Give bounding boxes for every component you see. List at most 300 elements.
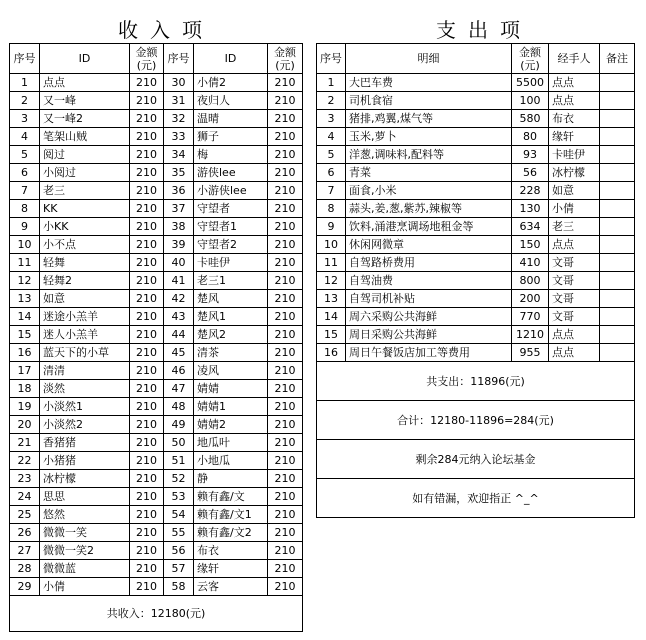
income-title: 收入项 (118, 18, 214, 42)
income-no: 22 (10, 452, 40, 470)
income-no: 10 (10, 236, 40, 254)
income-row (10, 524, 303, 542)
income-id: 微微蓝 (40, 560, 130, 578)
income-row (10, 326, 303, 344)
income-id: 蓝天下的小草 (40, 344, 130, 362)
expense-detail: 蒜头,姜,葱,紫苏,辣椒等 (346, 200, 512, 218)
income-id: 小游侠lee (194, 182, 268, 200)
expense-no: 4 (317, 128, 346, 146)
expense-handler: 缘轩 (549, 128, 600, 146)
income-id: 婧婧1 (194, 398, 268, 416)
income-no: 7 (10, 182, 40, 200)
expense-closing-row (317, 479, 635, 518)
income-id: 云客 (194, 578, 268, 596)
income-row (10, 146, 303, 164)
expense-note (600, 200, 635, 218)
expense-col-detail: 明细 (346, 44, 512, 74)
income-amount: 210 (130, 524, 164, 542)
income-no: 34 (164, 146, 194, 164)
income-amount: 210 (268, 362, 303, 380)
expense-row (317, 146, 635, 164)
income-no: 42 (164, 290, 194, 308)
expense-row (317, 182, 635, 200)
income-id: 微微一笑2 (40, 542, 130, 560)
income-no: 28 (10, 560, 40, 578)
income-row (10, 74, 303, 92)
income-row (10, 452, 303, 470)
expense-note (600, 218, 635, 236)
income-amount: 210 (130, 326, 164, 344)
income-no: 20 (10, 416, 40, 434)
income-row (10, 290, 303, 308)
income-no: 44 (164, 326, 194, 344)
income-row (10, 254, 303, 272)
expense-remain: 剩余284元纳入论坛基金 (317, 440, 635, 479)
expense-handler: 卡哇伊 (549, 146, 600, 164)
income-amount: 210 (268, 128, 303, 146)
income-id: 夜归人 (194, 92, 268, 110)
income-amount: 210 (130, 470, 164, 488)
income-amount: 210 (268, 74, 303, 92)
income-amount: 210 (268, 488, 303, 506)
income-row (10, 164, 303, 182)
expense-detail: 自驾司机补贴 (346, 290, 512, 308)
expense-header-row (317, 44, 635, 74)
income-no: 50 (164, 434, 194, 452)
income-col-amount: 金额 (元) (130, 44, 164, 74)
income-amount: 210 (130, 578, 164, 596)
expense-handler: 小倩 (549, 200, 600, 218)
income-row (10, 578, 303, 596)
income-no: 11 (10, 254, 40, 272)
expense-col-amount: 金额 (元) (512, 44, 549, 74)
income-amount: 210 (130, 218, 164, 236)
expense-handler: 点点 (549, 74, 600, 92)
expense-handler: 布衣 (549, 110, 600, 128)
income-no: 12 (10, 272, 40, 290)
income-id: 笔架山贼 (40, 128, 130, 146)
expense-amount: 93 (512, 146, 549, 164)
income-amount: 210 (130, 308, 164, 326)
income-no: 9 (10, 218, 40, 236)
expense-detail: 洋葱,调味料,配料等 (346, 146, 512, 164)
income-id: 温晴 (194, 110, 268, 128)
expense-handler: 老三 (549, 218, 600, 236)
expense-row (317, 254, 635, 272)
income-no: 54 (164, 506, 194, 524)
income-row (10, 218, 303, 236)
income-amount: 210 (268, 326, 303, 344)
expense-detail: 自驾油费 (346, 272, 512, 290)
expense-note (600, 128, 635, 146)
income-no: 32 (164, 110, 194, 128)
income-id: KK (40, 200, 130, 218)
income-id: 小淡然2 (40, 416, 130, 434)
income-amount: 210 (268, 416, 303, 434)
income-row (10, 542, 303, 560)
income-no: 38 (164, 218, 194, 236)
income-id: 微微一笑 (40, 524, 130, 542)
income-id: 如意 (40, 290, 130, 308)
income-total-row (10, 596, 303, 632)
expense-detail: 休闲网微章 (346, 236, 512, 254)
income-id: 冰柠檬 (40, 470, 130, 488)
income-row (10, 110, 303, 128)
income-no: 31 (164, 92, 194, 110)
expense-title: 支出项 (436, 18, 532, 42)
expense-no: 6 (317, 164, 346, 182)
expense-no: 16 (317, 344, 346, 362)
income-amount: 210 (130, 182, 164, 200)
income-id: 游侠lee (194, 164, 268, 182)
expense-note (600, 344, 635, 362)
expense-detail: 周日采购公共海鲜 (346, 326, 512, 344)
income-no: 39 (164, 236, 194, 254)
income-id: 狮子 (194, 128, 268, 146)
expense-note (600, 272, 635, 290)
income-id: 布衣 (194, 542, 268, 560)
income-row (10, 560, 303, 578)
income-amount: 210 (130, 344, 164, 362)
expense-handler: 点点 (549, 92, 600, 110)
income-id: 小倩 (40, 578, 130, 596)
income-id: 静 (194, 470, 268, 488)
expense-detail: 司机食宿 (346, 92, 512, 110)
income-no: 58 (164, 578, 194, 596)
income-no: 2 (10, 92, 40, 110)
expense-row (317, 200, 635, 218)
income-id: 老三1 (194, 272, 268, 290)
income-amount: 210 (130, 488, 164, 506)
expense-amount: 800 (512, 272, 549, 290)
income-total: 共收入：12180(元) (10, 596, 303, 632)
income-no: 49 (164, 416, 194, 434)
expense-detail: 周六采购公共海鲜 (346, 308, 512, 326)
income-no: 17 (10, 362, 40, 380)
expense-amount: 100 (512, 92, 549, 110)
income-no: 45 (164, 344, 194, 362)
income-id: 小倩2 (194, 74, 268, 92)
income-amount: 210 (268, 290, 303, 308)
income-id: 赖有鑫/文 (194, 488, 268, 506)
income-table (9, 43, 303, 632)
expense-col-handler: 经手人 (549, 44, 600, 74)
expense-table (316, 43, 635, 518)
income-no: 37 (164, 200, 194, 218)
income-id: 老三 (40, 182, 130, 200)
income-id: 又一峰 (40, 92, 130, 110)
income-row (10, 416, 303, 434)
income-no: 16 (10, 344, 40, 362)
expense-note (600, 110, 635, 128)
expense-note (600, 164, 635, 182)
income-id: 悠然 (40, 506, 130, 524)
income-id: 清茶 (194, 344, 268, 362)
income-no: 35 (164, 164, 194, 182)
income-amount: 210 (130, 560, 164, 578)
income-no: 43 (164, 308, 194, 326)
expense-no: 10 (317, 236, 346, 254)
income-id: 守望者2 (194, 236, 268, 254)
income-amount: 210 (130, 200, 164, 218)
income-no: 46 (164, 362, 194, 380)
expense-amount: 955 (512, 344, 549, 362)
income-no: 15 (10, 326, 40, 344)
expense-handler: 文哥 (549, 254, 600, 272)
expense-handler: 冰柠檬 (549, 164, 600, 182)
income-amount: 210 (130, 398, 164, 416)
expense-no: 14 (317, 308, 346, 326)
income-id: 小阅过 (40, 164, 130, 182)
income-id: 香猪猪 (40, 434, 130, 452)
expense-no: 3 (317, 110, 346, 128)
income-amount: 210 (268, 560, 303, 578)
income-no: 41 (164, 272, 194, 290)
expense-no: 8 (317, 200, 346, 218)
expense-col-note: 备注 (600, 44, 635, 74)
income-no: 8 (10, 200, 40, 218)
income-no: 19 (10, 398, 40, 416)
expense-no: 1 (317, 74, 346, 92)
income-no: 40 (164, 254, 194, 272)
expense-note (600, 236, 635, 254)
income-id: 小地瓜 (194, 452, 268, 470)
expense-note (600, 254, 635, 272)
income-id: 凌风 (194, 362, 268, 380)
expense-detail: 自驾路桥费用 (346, 254, 512, 272)
income-id: 楚风1 (194, 308, 268, 326)
expense-detail: 玉米,萝卜 (346, 128, 512, 146)
income-no: 52 (164, 470, 194, 488)
expense-handler: 文哥 (549, 308, 600, 326)
expense-row (317, 308, 635, 326)
income-amount: 210 (130, 416, 164, 434)
expense-handler: 文哥 (549, 272, 600, 290)
income-amount: 210 (130, 272, 164, 290)
income-no: 25 (10, 506, 40, 524)
income-no: 30 (164, 74, 194, 92)
expense-detail: 青菜 (346, 164, 512, 182)
income-amount: 210 (268, 470, 303, 488)
income-row (10, 344, 303, 362)
income-row (10, 92, 303, 110)
income-id: 清清 (40, 362, 130, 380)
expense-handler: 文哥 (549, 290, 600, 308)
expense-no: 15 (317, 326, 346, 344)
expense-detail: 周日午餐饭店加工等费用 (346, 344, 512, 362)
income-amount: 210 (130, 254, 164, 272)
income-amount: 210 (268, 434, 303, 452)
expense-detail: 面食,小米 (346, 182, 512, 200)
income-id: 赖有鑫/文1 (194, 506, 268, 524)
expense-note (600, 290, 635, 308)
expense-note (600, 74, 635, 92)
expense-amount: 200 (512, 290, 549, 308)
expense-no: 5 (317, 146, 346, 164)
income-amount: 210 (268, 218, 303, 236)
income-col-id: ID (40, 44, 130, 74)
expense-row (317, 326, 635, 344)
income-amount: 210 (268, 254, 303, 272)
income-amount: 210 (268, 146, 303, 164)
expense-amount: 410 (512, 254, 549, 272)
income-id: 守望者1 (194, 218, 268, 236)
income-no: 57 (164, 560, 194, 578)
income-no: 5 (10, 146, 40, 164)
income-id: 婧婧 (194, 380, 268, 398)
income-row (10, 182, 303, 200)
expense-handler: 点点 (549, 236, 600, 254)
expense-remain-row (317, 440, 635, 479)
income-id: 婧婧2 (194, 416, 268, 434)
income-id: 轻舞 (40, 254, 130, 272)
income-amount: 210 (130, 380, 164, 398)
income-no: 18 (10, 380, 40, 398)
expense-note (600, 326, 635, 344)
income-id: 小淡然1 (40, 398, 130, 416)
income-row (10, 398, 303, 416)
income-col-no-2: 序号 (164, 44, 194, 74)
expense-net: 合计：12180-11896=284(元) (317, 401, 635, 440)
expense-amount: 5500 (512, 74, 549, 92)
income-id: 思思 (40, 488, 130, 506)
income-id: 轻舞2 (40, 272, 130, 290)
income-no: 24 (10, 488, 40, 506)
income-amount: 210 (130, 110, 164, 128)
income-id: 赖有鑫/文2 (194, 524, 268, 542)
expense-amount: 1210 (512, 326, 549, 344)
income-amount: 210 (130, 164, 164, 182)
income-id: 小KK (40, 218, 130, 236)
income-amount: 210 (268, 272, 303, 290)
expense-total-row (317, 362, 635, 401)
income-id: 淡然 (40, 380, 130, 398)
income-amount: 210 (130, 452, 164, 470)
expense-closing: 如有错漏，欢迎指正 ^_^ (317, 479, 635, 518)
income-amount: 210 (268, 380, 303, 398)
expense-col-no: 序号 (317, 44, 346, 74)
income-amount: 210 (268, 524, 303, 542)
income-amount: 210 (268, 452, 303, 470)
expense-amount: 80 (512, 128, 549, 146)
income-no: 36 (164, 182, 194, 200)
income-no: 29 (10, 578, 40, 596)
income-amount: 210 (268, 200, 303, 218)
income-amount: 210 (130, 434, 164, 452)
income-amount: 210 (130, 92, 164, 110)
expense-detail: 大巴车费 (346, 74, 512, 92)
income-no: 56 (164, 542, 194, 560)
expense-amount: 580 (512, 110, 549, 128)
expense-handler: 如意 (549, 182, 600, 200)
income-amount: 210 (130, 506, 164, 524)
expense-detail: 猪排,鸡翼,煤气等 (346, 110, 512, 128)
income-no: 55 (164, 524, 194, 542)
expense-note (600, 182, 635, 200)
expense-no: 9 (317, 218, 346, 236)
income-row (10, 200, 303, 218)
income-row (10, 236, 303, 254)
income-amount: 210 (268, 110, 303, 128)
expense-amount: 228 (512, 182, 549, 200)
expense-note (600, 92, 635, 110)
income-no: 53 (164, 488, 194, 506)
expense-row (317, 236, 635, 254)
income-no: 33 (164, 128, 194, 146)
income-no: 13 (10, 290, 40, 308)
income-amount: 210 (268, 506, 303, 524)
income-amount: 210 (268, 344, 303, 362)
income-id: 楚风2 (194, 326, 268, 344)
income-no: 14 (10, 308, 40, 326)
expense-row (317, 164, 635, 182)
income-amount: 210 (268, 164, 303, 182)
income-id: 迷途小羔羊 (40, 308, 130, 326)
income-row (10, 308, 303, 326)
income-no: 47 (164, 380, 194, 398)
income-amount: 210 (268, 182, 303, 200)
expense-note (600, 308, 635, 326)
income-amount: 210 (268, 236, 303, 254)
income-id: 梅 (194, 146, 268, 164)
income-amount: 210 (130, 146, 164, 164)
income-no: 4 (10, 128, 40, 146)
expense-no: 11 (317, 254, 346, 272)
income-no: 21 (10, 434, 40, 452)
expense-row (317, 290, 635, 308)
expense-net-row (317, 401, 635, 440)
income-no: 51 (164, 452, 194, 470)
income-amount: 210 (268, 308, 303, 326)
income-id: 缘轩 (194, 560, 268, 578)
income-id: 小猪猪 (40, 452, 130, 470)
expense-amount: 634 (512, 218, 549, 236)
income-col-id-2: ID (194, 44, 268, 74)
expense-handler: 点点 (549, 326, 600, 344)
expense-row (317, 218, 635, 236)
income-row (10, 488, 303, 506)
income-no: 3 (10, 110, 40, 128)
income-no: 26 (10, 524, 40, 542)
income-row (10, 434, 303, 452)
expense-no: 7 (317, 182, 346, 200)
income-no: 6 (10, 164, 40, 182)
expense-detail: 饮料,涌港烹调场地租金等 (346, 218, 512, 236)
income-col-amount-2: 金额 (元) (268, 44, 303, 74)
income-id: 点点 (40, 74, 130, 92)
expense-no: 12 (317, 272, 346, 290)
income-id: 楚风 (194, 290, 268, 308)
income-id: 守望者 (194, 200, 268, 218)
income-id: 地瓜叶 (194, 434, 268, 452)
income-no: 1 (10, 74, 40, 92)
expense-total: 共支出：11896(元) (317, 362, 635, 401)
expense-no: 2 (317, 92, 346, 110)
expense-amount: 130 (512, 200, 549, 218)
income-amount: 210 (268, 578, 303, 596)
expense-no: 13 (317, 290, 346, 308)
income-id: 小不点 (40, 236, 130, 254)
expense-row (317, 92, 635, 110)
income-amount: 210 (130, 236, 164, 254)
income-no: 23 (10, 470, 40, 488)
expense-row (317, 74, 635, 92)
income-amount: 210 (268, 92, 303, 110)
income-amount: 210 (130, 542, 164, 560)
income-id: 又一峰2 (40, 110, 130, 128)
expense-row (317, 110, 635, 128)
income-amount: 210 (130, 362, 164, 380)
